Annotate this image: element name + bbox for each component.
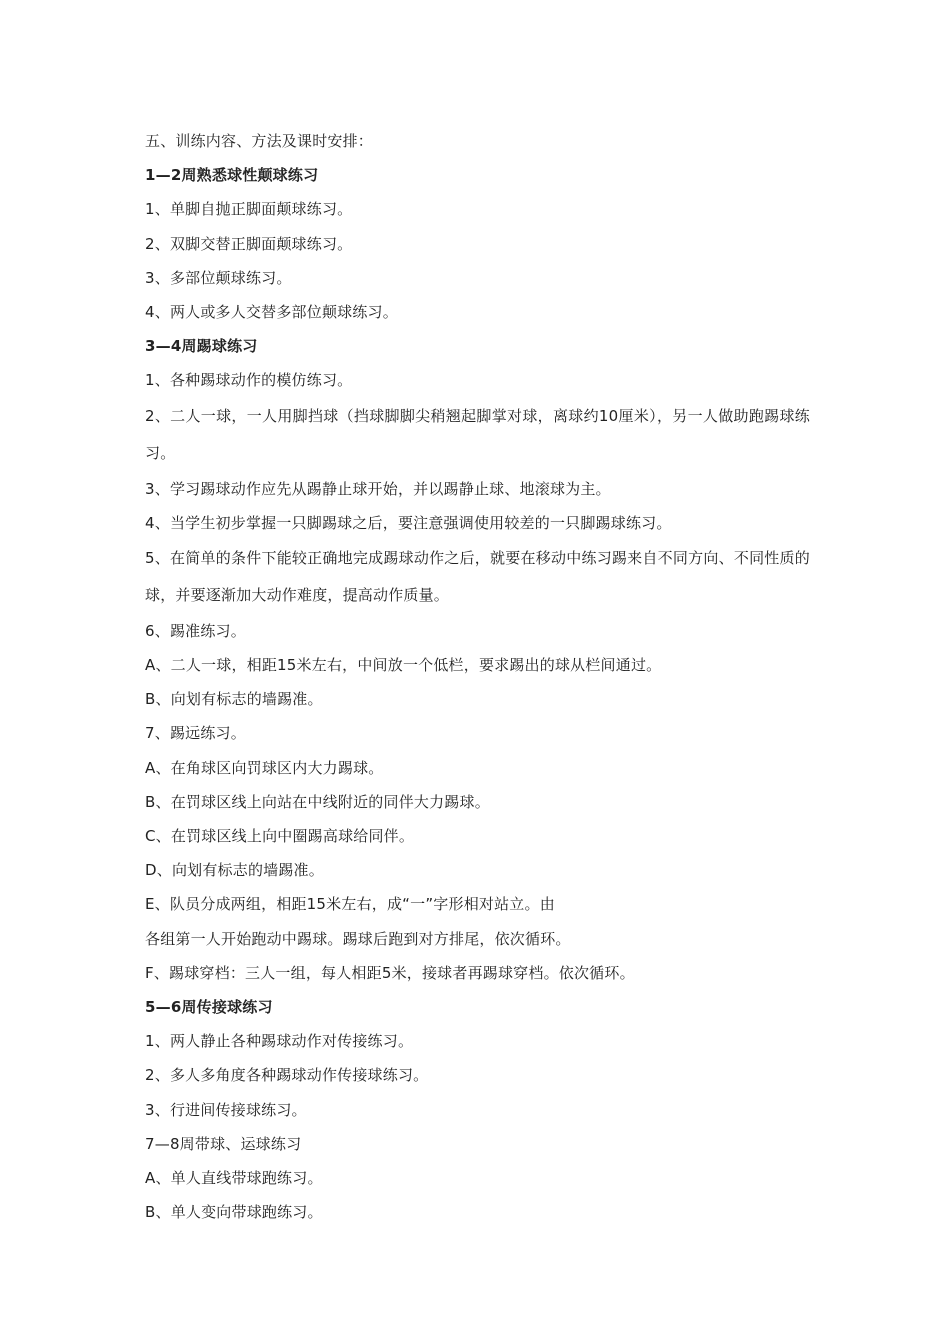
paragraph-line: 2、多人多角度各种踢球动作传接球练习。 [145,1066,429,1085]
paragraph-line: E、队员分成两组，相距15米左右，成“一”字形相对站立。由 [145,895,555,914]
paragraph-line: 3、学习踢球动作应先从踢静止球开始，并以踢静止球、地滚球为主。 [145,479,611,498]
paragraph-line: 1、单脚自抛正脚面颠球练习。 [145,200,353,219]
paragraph-line: 2、二人一球，一人用脚挡球（挡球脚脚尖稍翘起脚掌对球，离球约10厘米），另一人做助跑踢球练习。 [145,406,810,462]
paragraph-line: 1、各种踢球动作的模仿练习。 [145,371,353,390]
paragraph-line: 4、两人或多人交替多部位颠球练习。 [145,302,398,321]
paragraph-line: 五、训练内容、方法及课时安排： [145,132,374,150]
paragraph-line: 1、两人静止各种踢球动作对传接练习。 [145,1032,414,1051]
section-heading: 5—6周传接球练习 [145,997,273,1016]
paragraph-line: 3、多部位颠球练习。 [145,268,292,287]
paragraph-line: A、二人一球，相距15米左右，中间放一个低栏，要求踢出的球从栏间通过。 [145,656,662,675]
paragraph-line: F、踢球穿档：三人一组，每人相距5米，接球者再踢球穿档。依次循环。 [145,963,635,982]
paragraph-line: 7—8周带球、运球练习 [145,1134,302,1153]
paragraph-line: 6、踢准练习。 [145,621,246,640]
paragraph-line: A、单人直线带球跑练习。 [145,1168,323,1187]
paragraph-line: A、在角球区向罚球区内大力踢球。 [145,758,384,777]
paragraph-line: B、单人变向带球跑练习。 [145,1203,323,1222]
paragraph-line: 4、当学生初步掌握一只脚踢球之后，要注意强调使用较差的一只脚踢球练习。 [145,513,672,532]
section-heading: 1—2周熟悉球性颠球练习 [145,166,319,185]
paragraph-line: B、在罚球区线上向站在中线附近的同伴大力踢球。 [145,792,490,811]
document-page [145,124,810,1229]
paragraph-line: C、在罚球区线上向中圈踢高球给同伴。 [145,827,415,845]
section-heading: 3—4周踢球练习 [145,337,258,356]
paragraph-line: D、向划有标志的墙踢准。 [145,861,324,880]
paragraph-line: B、向划有标志的墙踢准。 [145,690,323,709]
paragraph-line: 7、踢远练习。 [145,724,246,743]
paragraph-line: 5、在简单的条件下能较正确地完成踢球动作之后，就要在移动中练习踢来自不同方向、不同性质的球，并要逐渐加大动作难度，提高动作质量。 [145,548,810,604]
paragraph-line: 各组第一人开始跑动中踢球。踢球后跑到对方排尾，依次循环。 [145,929,571,948]
paragraph-line: 3、行进间传接球练习。 [145,1100,307,1119]
paragraph-line: 2、双脚交替正脚面颠球练习。 [145,234,353,253]
